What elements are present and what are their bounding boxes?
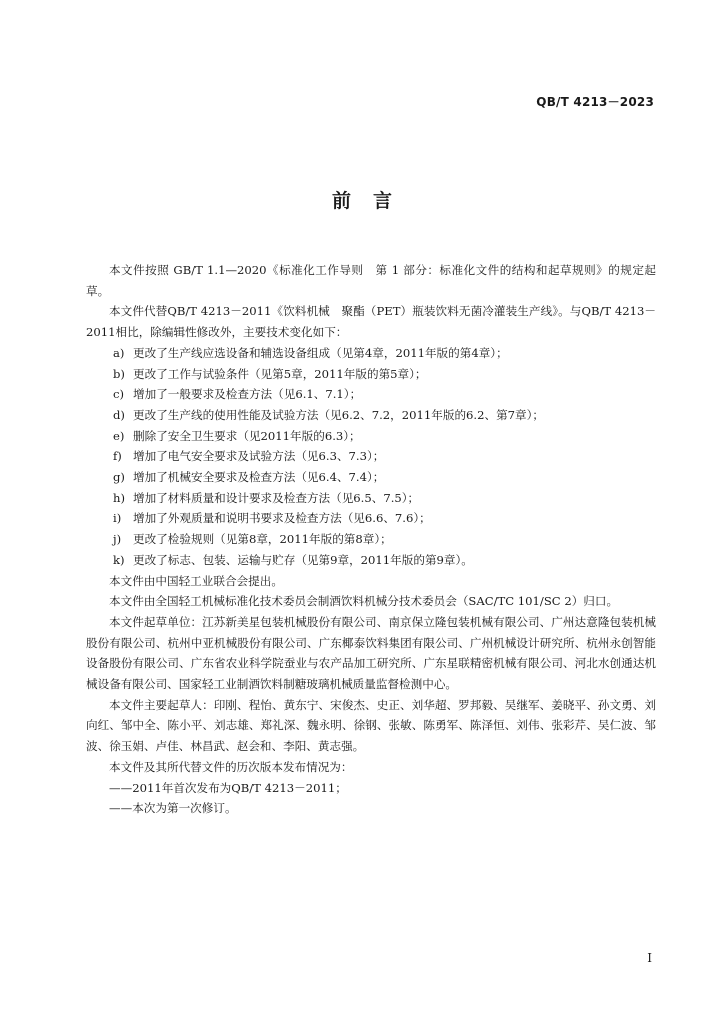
list-item-marker: h) — [113, 490, 125, 505]
list-item-text: 更改了工作与试验条件（见第5章，2011年版的第5章）； — [133, 366, 427, 381]
list-item-marker: c) — [113, 387, 125, 402]
list-item-marker: j) — [113, 532, 122, 547]
paragraph-drafting-rules: 本文件按照 GB/T 1.1—2020《标准化工作导则 第 1 部分：标准化文件的结构和起草规则》的规定起草。 — [86, 263, 656, 298]
page-number: I — [647, 951, 652, 965]
paragraph-proposer: 本文件由中国轻工业联合会提出。 — [109, 573, 283, 588]
paragraph-drafting-units: 本文件起草单位：江苏新美星包装机械股份有限公司、南京保立隆包装机械有限公司、广州达意隆包装机械股份有限公司、杭州中亚机械股份有限公司、广东椰泰饮料集团有限公司、广州机械设计研究所、杭州永创智能设备股份有限公司、广东省农业科学院蚕业与农产品加工研究所、广东星联精密机械有限公司、河北水创通达机械设备有限公司、国家轻工业制酒饮料制糖玻璃机械质量监督检测中心。 — [86, 614, 656, 692]
list-item — [86, 488, 656, 509]
paragraph-history-intro: 本文件及其所代替文件的历次版本发布情况为： — [109, 759, 353, 774]
list-item-marker: d) — [113, 407, 125, 422]
list-item-text: 更改了标志、包装、运输与贮存（见第9章，2011年版的第9章）。 — [133, 552, 473, 567]
list-item — [86, 467, 656, 488]
paragraph-centralizer: 本文件由全国轻工机械标准化技术委员会制酒饮料机械分技术委员会（SAC/TC 101/SC 2）归口。 — [109, 594, 619, 609]
list-item-text: 增加了机械安全要求及检查方法（见6.4、7.4）； — [133, 470, 385, 485]
list-item — [86, 550, 656, 571]
list-item-marker: b) — [113, 366, 125, 381]
list-item-text: 更改了检验规则（见第8章，2011年版的第8章）； — [133, 532, 392, 547]
list-item — [86, 508, 656, 529]
standard-code: QB/T 4213－2023 — [536, 95, 654, 109]
list-item — [86, 426, 656, 447]
list-item — [86, 529, 656, 550]
list-item-text: 更改了生产线应选设备和辅选设备组成（见第4章，2011年版的第4章）； — [133, 345, 508, 360]
history-item: ——本次为第一次修订。 — [109, 801, 237, 816]
list-item — [86, 405, 656, 426]
list-item-text: 增加了一般要求及检查方法（见6.1、7.1）； — [133, 387, 362, 402]
list-item — [86, 446, 656, 467]
page-title: 前言 — [331, 190, 414, 212]
list-item-text: 增加了电气安全要求及试验方法（见6.3、7.3）； — [133, 449, 385, 464]
changes-list — [86, 343, 656, 571]
list-item-text: 增加了材料质量和设计要求及检查方法（见6.5、7.5）； — [133, 490, 420, 505]
list-item-marker: e) — [113, 428, 125, 443]
list-item-marker: i) — [113, 511, 122, 526]
list-item — [86, 364, 656, 385]
list-item-text: 增加了外观质量和说明书要求及检查方法（见6.6、7.6）； — [133, 511, 431, 526]
list-item-text: 更改了生产线的使用性能及试验方法（见6.2、7.2，2011年版的6.2、第7章）； — [133, 407, 545, 422]
list-item-marker: a) — [113, 345, 125, 360]
paragraph-drafters: 本文件主要起草人：印刚、程怡、黄东宁、宋俊杰、史正、刘华超、罗邦毅、吴继军、姜晓平、孙文勇、刘向红、邹中全、陈小平、刘志雄、郑礼深、魏永明、徐钢、张敏、陈勇军、陈泽恒、刘伟、张彩芹、吴仁波、邹波、徐玉娟、卢佳、林昌武、赵会和、李阳、黄志强。 — [86, 697, 656, 754]
list-item-text: 删除了安全卫生要求（见2011年版的6.3）； — [133, 428, 361, 443]
list-item-marker: k) — [113, 552, 125, 567]
list-item — [86, 343, 656, 364]
list-item-marker: f) — [113, 449, 122, 464]
history-item: ——2011年首次发布为QB/T 4213－2011； — [109, 780, 347, 795]
list-item-marker: g) — [113, 470, 125, 485]
paragraph-replaces: 本文件代替QB/T 4213－2011《饮料机械 聚酯（PET）瓶装饮料无菌冷灌装生产线》。与QB/T 4213－2011相比，除编辑性修改外，主要技术变化如下： — [86, 304, 656, 340]
foreword-body — [86, 260, 656, 819]
list-item — [86, 384, 656, 405]
